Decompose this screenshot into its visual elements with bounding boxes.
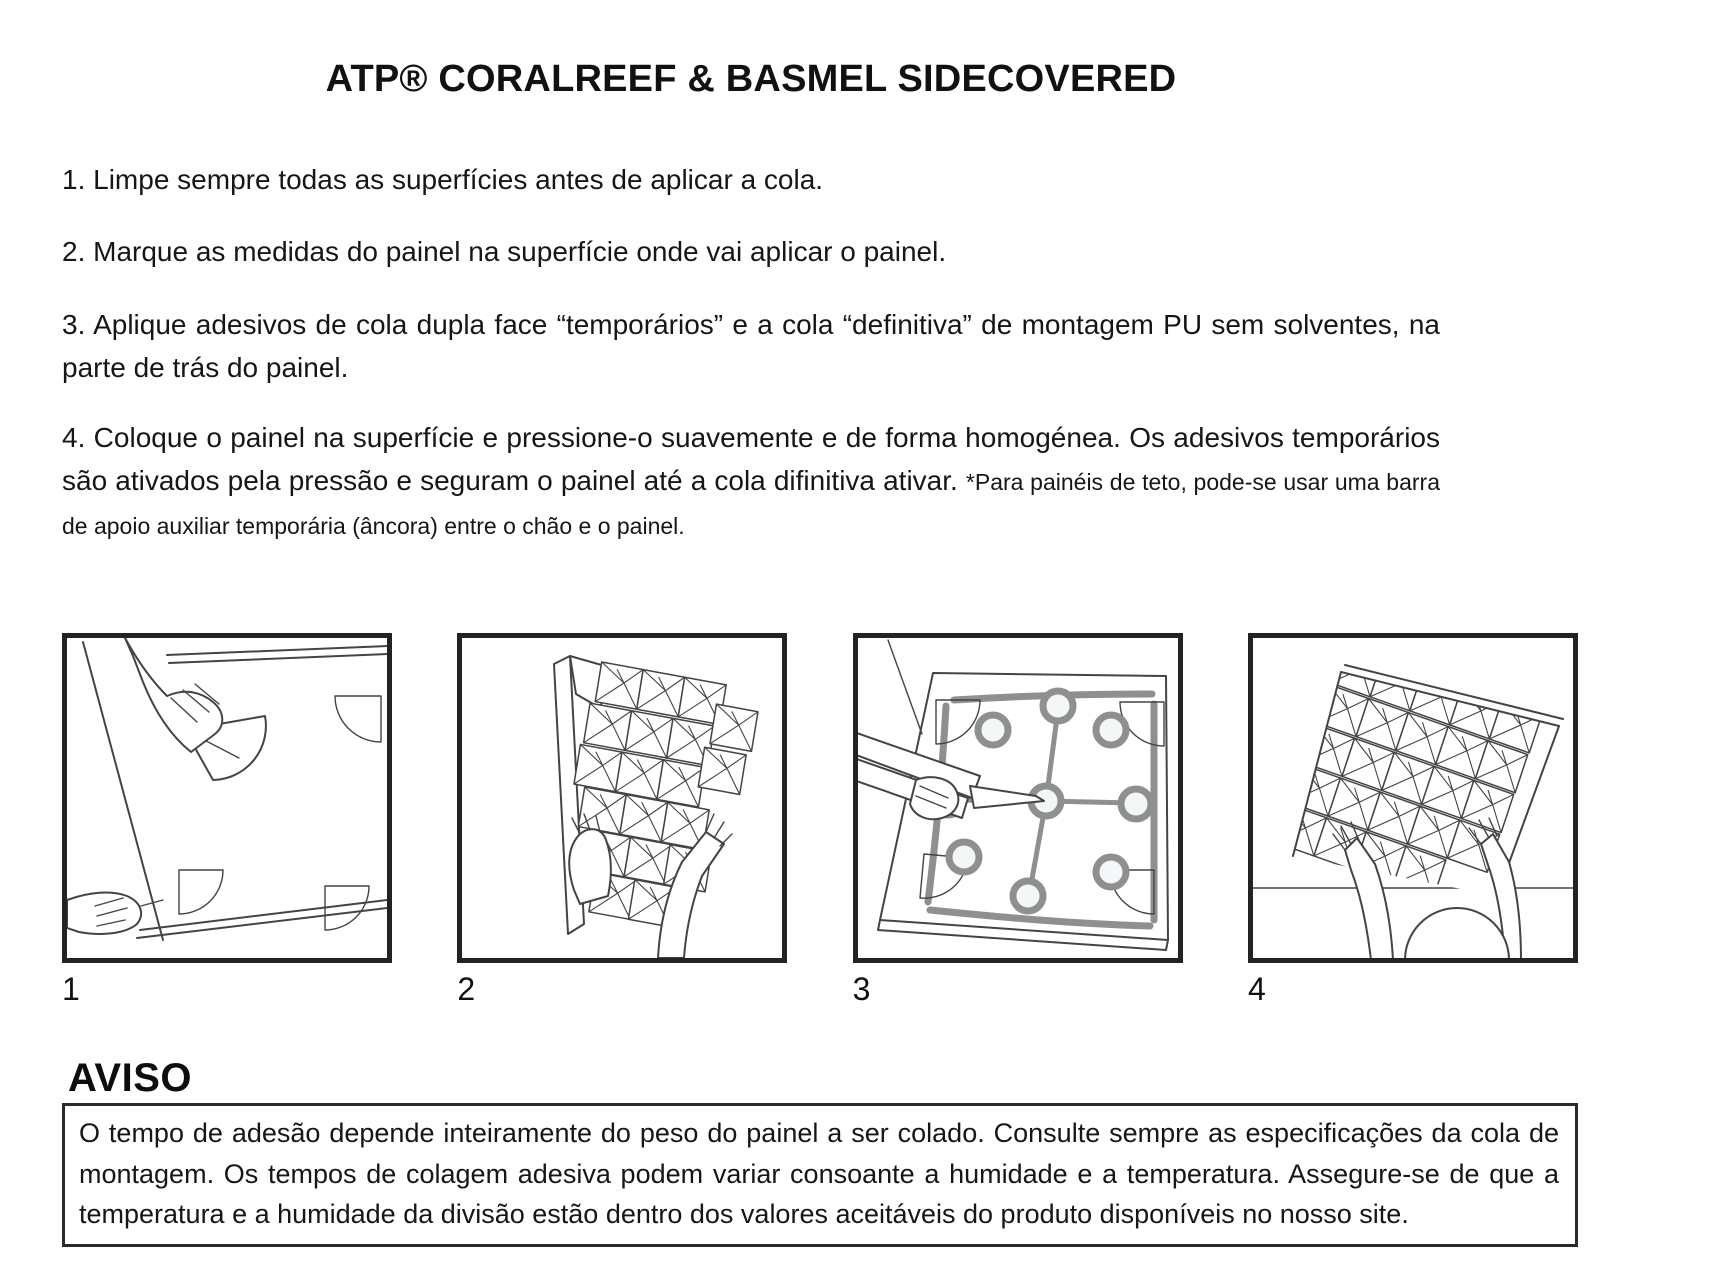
clean-surfaces-illustration bbox=[67, 638, 387, 958]
warning-box bbox=[62, 1103, 1578, 1247]
figure-3-number: 3 bbox=[852, 971, 871, 1007]
figure-1-number: 1 bbox=[62, 971, 80, 1007]
figure-4-number: 4 bbox=[1247, 971, 1266, 1007]
figure-4 bbox=[1248, 633, 1578, 1008]
instruction-step-4 bbox=[62, 416, 1440, 546]
instruction-step-2: 2. Marque as medidas do painel na superfície onde vai aplicar o painel. bbox=[62, 236, 947, 267]
figure-1 bbox=[62, 633, 392, 1008]
figure-4-frame bbox=[1248, 633, 1578, 963]
head-icon bbox=[1405, 908, 1509, 958]
warning-heading: AVISO bbox=[68, 1056, 193, 1100]
figure-3-frame bbox=[853, 633, 1183, 963]
instruction-step-1: 1. Limpe sempre todas as superfícies antes de aplicar a cola. bbox=[62, 164, 824, 195]
adhesive-back-panel-illustration bbox=[462, 638, 782, 958]
textured-panel bbox=[1270, 640, 1563, 913]
instruction-step-3: 3. Aplique adesivos de cola dupla face “temporários” e a cola “definitiva” de montagem PU sem solventes, na parte de trás do painel. bbox=[62, 309, 1440, 384]
figure-1-frame bbox=[62, 633, 392, 963]
glue-gun-application-illustration bbox=[858, 638, 1178, 958]
page-title: ATP® CORALREEF & BASMEL SIDECOVERED bbox=[325, 58, 1177, 100]
figure-2-frame bbox=[457, 633, 787, 963]
panel-mounting-illustration bbox=[1253, 638, 1573, 958]
figure-2-number: 2 bbox=[457, 971, 476, 1007]
instruction-step-4-text: 4. Coloque o painel na superfície e pressione-o suavemente e de forma homogénea. Os adesivos temporários são ativados pela pressão e seguram o painel até a cola difinitiva ativar. bbox=[62, 422, 1440, 497]
instruction-step-4-note: *Para painéis de teto, pode-se usar uma barra de apoio auxiliar temporária (âncora) entre o chão e o painel. bbox=[62, 469, 1440, 539]
figure-2 bbox=[457, 633, 787, 1008]
figure-3 bbox=[853, 633, 1183, 1008]
figure-row bbox=[62, 633, 1578, 1008]
holding-hand-icon bbox=[67, 893, 163, 934]
warning-body: O tempo de adesão depende inteiramente do peso do painel a ser colado. Consulte sempre as especificações da cola de montagem. Os tempos de colagem adesiva podem variar consoante a humidade e a temperatura. Assegure-se de que a temperatura e a humidade da divisão estão dentro dos valores aceitáveis do produto disponíveis no nosso site. bbox=[79, 1118, 1559, 1229]
